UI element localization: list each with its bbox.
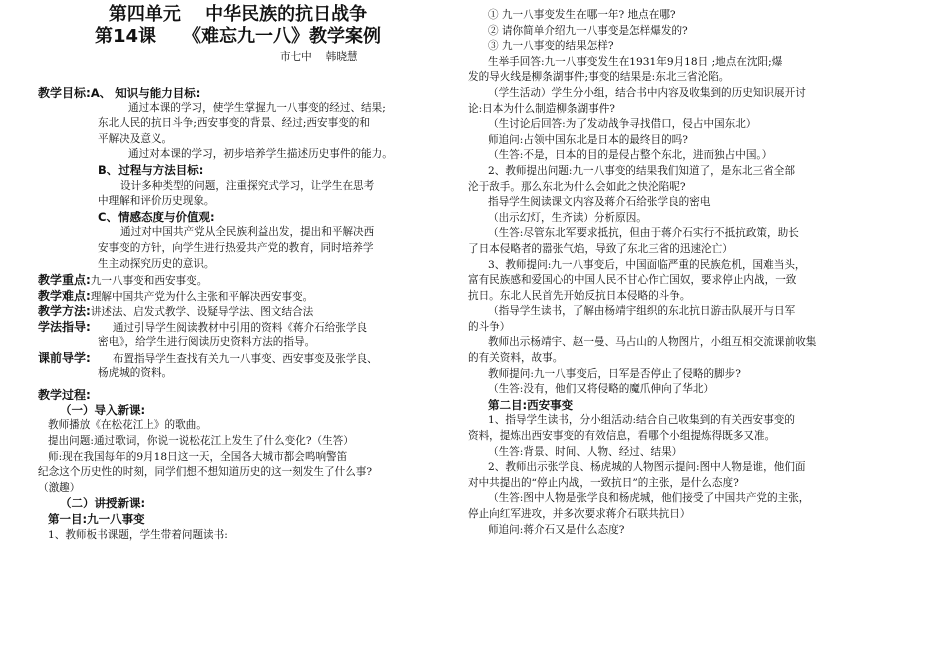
body-line: 生举手回答:九一八事变发生在1931年9月18日 ;地点在沈阳;爆 <box>488 55 783 68</box>
question-line: ② 请你简单介绍九一八事变是怎样爆发的? <box>488 24 688 37</box>
item1-label: 第一目:九一八事变 <box>48 512 145 527</box>
goal-b-label: B、过程与方法目标: <box>98 162 204 177</box>
body-line: （学生活动）学生分小组，结合书中内容及收集到的历史知识展开讨 <box>488 86 806 99</box>
body-line: 发的导火线是柳条湖事件;事变的结果是:东北三省沦陷。 <box>468 71 730 84</box>
goal-a-line: 通过对本课的学习，初步培养学生描述历史事件的能力。 <box>128 148 393 161</box>
item1-line: 1、教师板书课题，学生带着问题读书: <box>48 528 228 541</box>
body-line: 的有关资料，故事。 <box>468 352 564 365</box>
part2-label: （二）讲授新课: <box>60 496 146 511</box>
body-line: 富有民族感和爱国心的中国人民不甘心作亡国奴，要求停止内战，一致 <box>468 274 797 287</box>
goal-c-line: 通过对中国共产党从全民族利益出发，提出和平解决西 <box>120 226 375 239</box>
study-guide-line: 通过引导学生阅读教材中引用的资料《蒋介石给张学良 <box>112 321 368 334</box>
author-line: 市七中 韩晓慧 <box>280 51 358 63</box>
study-guide-label: 学法指导: <box>38 319 91 334</box>
goal-a-line: 通过本课的学习，使学生掌握九一八事变的经过、结果; <box>128 101 386 114</box>
body-line: 沦于敌手。那么东北为什么会如此之快沦陷呢? <box>468 180 686 193</box>
body-line: 2、教师出示张学良、杨虎城的人物图示提问:图中人物是谁，他们面 <box>488 461 806 474</box>
goal-b-line: 中理解和评价历史现象。 <box>98 195 215 208</box>
goal-c-label: C、情感态度与价值观: <box>98 209 215 224</box>
key-points-label: 教学重点: <box>38 273 91 288</box>
part1-line: 师:现在我国每年的9月18日这一天，全国各大城市都会鸣响警笛 <box>48 450 348 463</box>
key-points-text: 九一八事变和西安事变。 <box>90 275 208 288</box>
part1-line: 提出问题:通过歌词，你说一说松花江上发生了什么变化?（生答） <box>48 435 354 448</box>
unit-title: 第四单元 中华民族的抗日战争 <box>108 4 368 25</box>
body-line: 3、教师提问:九一八事变后，中国面临严重的民族危机，国难当头， <box>488 258 806 271</box>
body-line: 师追问:蒋介石又是什么态度? <box>488 523 625 536</box>
difficulty-label: 教学难点: <box>38 288 91 303</box>
study-guide-line: 密电》，给学生进行阅读历史资料方法的指导。 <box>98 335 316 348</box>
body-line: 对中共提出的“停止内战，一致抗日”的主张，是什么态度? <box>468 476 739 489</box>
body-line: 了日本侵略者的嚣张气焰，导致了东北三省的迅速沦亡） <box>468 242 733 255</box>
preview-label: 课前导学: <box>38 351 91 366</box>
body-line: （生答:尽管东北军要求抵抗，但由于蒋介石实行不抵抗政策，助长 <box>488 227 799 240</box>
body-line: 教师出示杨靖宇、赵一曼、马占山的人物图片，小组互相交流课前收集 <box>488 336 817 349</box>
body-line: 的斗争） <box>468 320 511 333</box>
body-line: （指导学生读书，了解由杨靖宇组织的东北抗日游击队展开与日军 <box>488 305 796 318</box>
goal-c-line: 生主动探究历史的意识。 <box>98 257 215 270</box>
preview-line: 布置指导学生查找有关九一八事变、西安事变及张学良、 <box>112 353 378 366</box>
goal-a-line: 平解决及意义。 <box>98 132 173 145</box>
part1-label: （一）导入新课: <box>60 402 146 417</box>
body-line: 资料，提炼出西安事变的有效信息，看哪个小组提炼得既多又准。 <box>468 430 776 443</box>
goal-a-line: 东北人民的抗日斗争;西安事变的背景、经过;西安事变的和 <box>98 117 370 130</box>
body-line: （生答:背景、时间、人物、经过、结果） <box>488 445 683 458</box>
goals-label: 教学目标: <box>38 86 91 100</box>
right-column <box>468 8 882 658</box>
body-line: （出示幻灯，生齐读）分析原因。 <box>488 211 647 224</box>
item2-label: 第二目:西安事变 <box>488 397 574 412</box>
body-line: （生答:不是，日本的目的是侵占整个东北，进而独占中国。） <box>488 149 773 162</box>
body-line: 抗日。东北人民首先开始反抗日本侵略的斗争。 <box>468 289 691 302</box>
part1-line: 纪念这个历史性的时刻，同学们想不想知道历史的这一刻发生了什么事? <box>38 466 373 479</box>
body-line: （生答:没有，他们又将侵略的魔爪伸向了华北） <box>488 383 715 396</box>
left-column <box>38 85 438 658</box>
process-label: 教学过程: <box>38 388 91 403</box>
question-line: ① 九一八事变发生在哪一年? 地点在哪? <box>488 9 676 21</box>
part1-line: 教师播放《在松花江上》的歌曲。 <box>48 419 207 432</box>
difficulty-text: 理解中国共产党为什么主张和平解决西安事变。 <box>90 290 314 303</box>
body-line: 1、指导学生读书，分小组活动:结合自己收集到的有关西安事变的 <box>488 414 795 427</box>
part1-line: （激趣） <box>38 481 81 494</box>
body-line: 2、教师提出问题:九一八事变的结果我们知道了，是东北三省全部 <box>488 164 795 177</box>
goal-a-label: A、 知识与能力目标: <box>90 86 201 100</box>
body-line: 停止向红军进攻，并多次要求蒋介石联共抗日） <box>468 508 691 520</box>
method-label: 教学方法: <box>38 304 91 319</box>
preview-line: 杨虎城的资料。 <box>98 366 173 379</box>
body-line: 师追问:占领中国东北是日本的最终目的吗? <box>488 133 688 146</box>
question-line: ③ 九一八事变的结果怎样? <box>488 40 614 53</box>
method-text: 讲述法、启发式教学、设疑导学法、图文结合法 <box>90 306 314 319</box>
goal-b-line: 设计多种类型的问题，注重探究式学习，让学生在思考 <box>120 179 375 192</box>
lesson-title: 第14课 《难忘九一八》教学案例 <box>94 26 382 47</box>
body-line: 教师提问:九一八事变后，日军是否停止了侵略的脚步? <box>488 367 741 380</box>
body-line: （生答:图中人物是张学良和杨虎城，他们接受了中国共产党的主张， <box>488 492 810 505</box>
body-line: 指导学生阅读课文内容及蒋介石给张学良的密电 <box>488 196 711 209</box>
body-line: 论:日本为什么制造柳条湖事件? <box>468 102 615 115</box>
goal-c-line: 安事变的方针，向学生进行热爱共产党的教育，同时培养学 <box>98 241 374 254</box>
body-line: （生讨论后回答:为了发动战争寻找借口，侵占中国东北） <box>488 118 757 131</box>
